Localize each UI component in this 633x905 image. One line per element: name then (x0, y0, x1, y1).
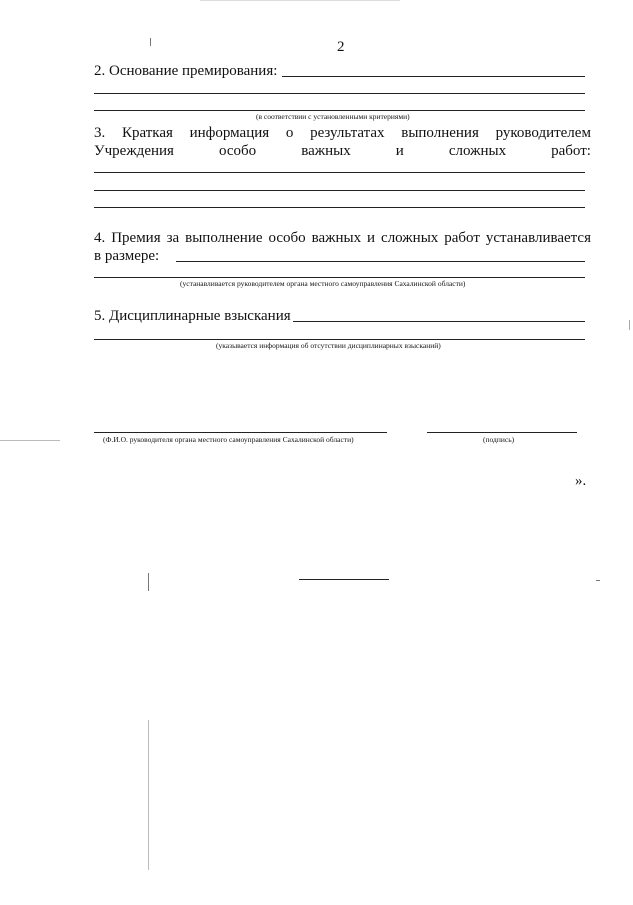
signature-sign-caption: (подпись) (483, 435, 515, 444)
signature-name-caption: (Ф.И.О. руководителя органа местного самоуправления Сахалинской области) (103, 435, 354, 444)
section3-fill-line-2 (94, 190, 585, 191)
section2-label: 2. Основание премирования: (94, 63, 278, 79)
section5-fill-line-2 (94, 339, 585, 340)
signature-name-line (94, 432, 387, 433)
section4-word: устанавливается (485, 230, 591, 246)
section4-word: сложных (381, 230, 439, 246)
section5-fill-line-1 (293, 321, 585, 322)
section3-word: сложных (448, 143, 507, 159)
section3-fill-line-1 (94, 172, 585, 173)
scan-artifact (629, 320, 630, 330)
closing-quote: ». (575, 473, 587, 489)
section2-fill-line-2 (94, 93, 585, 94)
section3-word: работ: (551, 143, 591, 159)
section3-word: 3. (94, 125, 106, 141)
section3-word: о (285, 125, 294, 141)
section4-word: выполнение (185, 230, 263, 246)
section4-word: особо (268, 230, 306, 246)
section4-word: за (166, 230, 180, 246)
section4-word: работ (444, 230, 480, 246)
section3-word: особо (218, 143, 257, 159)
section5-caption: (указывается информация об отсутствии дисциплинарных взысканий) (216, 341, 441, 350)
section3-word: выполнения (401, 125, 479, 141)
section2-caption: (в соответствии с установленными критериями) (256, 112, 410, 121)
section2-fill-line-1 (282, 76, 585, 77)
section5-label: 5. Дисциплинарные взыскания (94, 308, 291, 324)
section3-word: информация (189, 125, 270, 141)
section4-word: 4. (94, 230, 106, 246)
scan-artifact (148, 720, 149, 870)
scan-artifact (0, 440, 60, 441)
page-number: 2 (337, 39, 345, 55)
section3-line2 (94, 142, 591, 160)
end-separator-line (299, 579, 389, 580)
section4-fill-line-1 (176, 261, 585, 262)
section4-word: важных (311, 230, 362, 246)
scan-artifact (200, 0, 400, 1)
section4-fill-line-2 (94, 277, 585, 278)
section4-line2: в размере: (94, 248, 160, 264)
section4-caption: (устанавливается руководителем органа местного самоуправления Сахалинской области) (180, 279, 466, 288)
scan-artifact (148, 573, 149, 591)
section4-word: и (367, 230, 376, 246)
section3-word: и (395, 143, 404, 159)
signature-sign-line (427, 432, 577, 433)
section2-fill-line-3 (94, 110, 585, 111)
scan-artifact (596, 580, 600, 581)
section3-word: важных (301, 143, 351, 159)
section4-line1 (94, 229, 591, 247)
section4-word: Премия (111, 230, 161, 246)
section3-word: Учреждения (94, 143, 174, 159)
section3-word: руководителем (495, 125, 591, 141)
section3-word: Краткая (121, 125, 173, 141)
section3-line1 (94, 124, 591, 142)
section3-word: результатах (310, 125, 385, 141)
scan-artifact (150, 38, 151, 46)
section3-fill-line-3 (94, 207, 585, 208)
